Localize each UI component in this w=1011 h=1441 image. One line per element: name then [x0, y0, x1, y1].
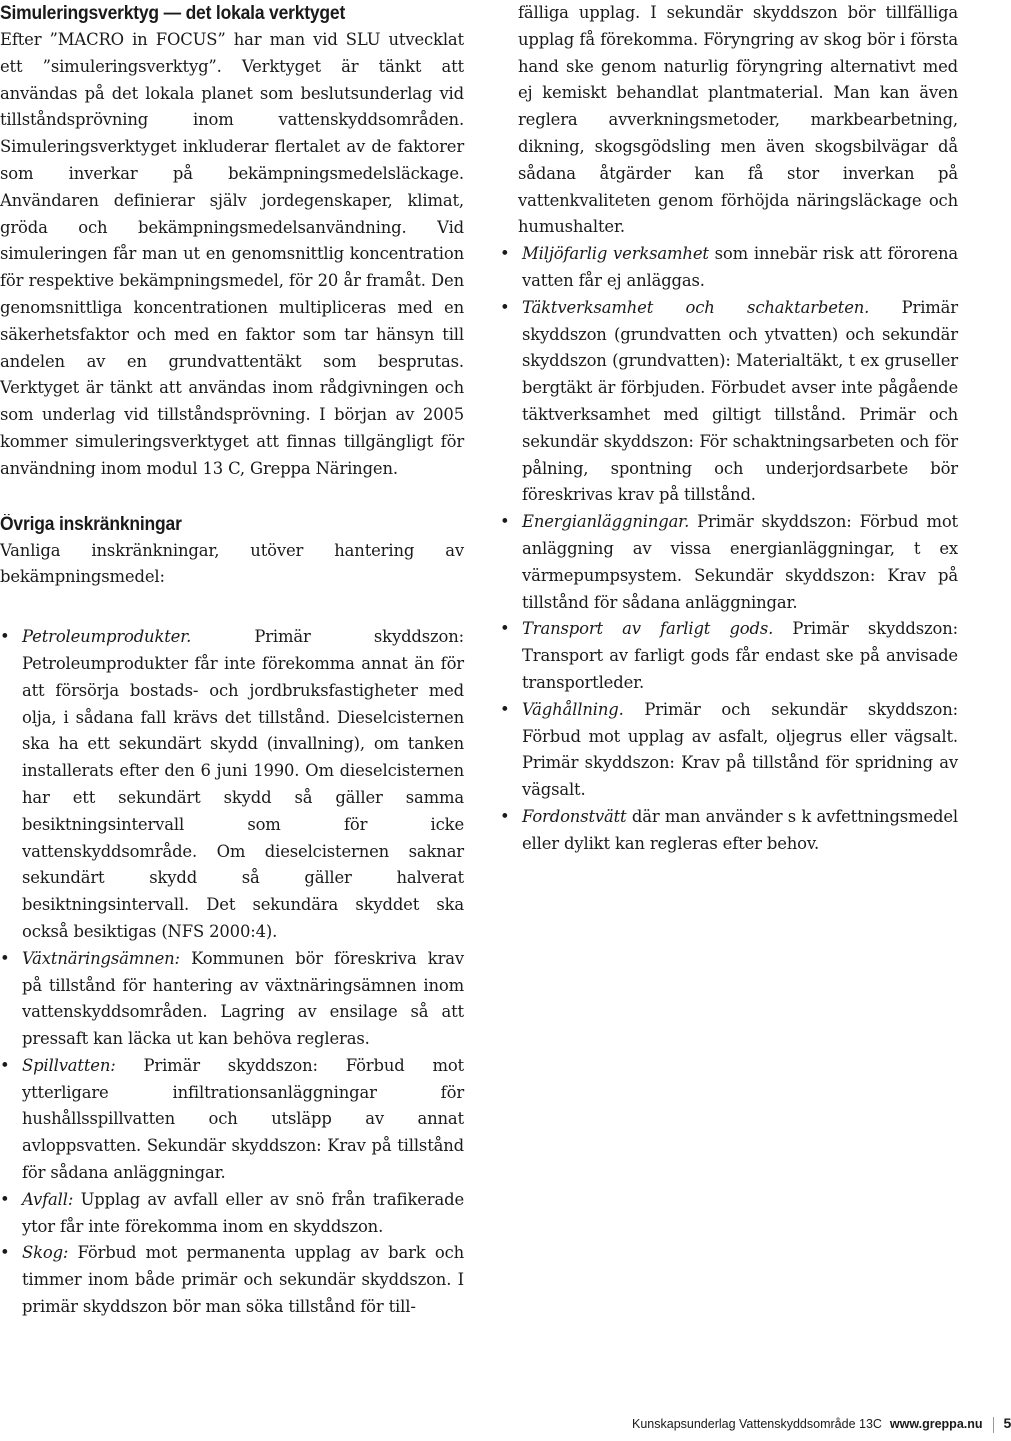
paragraph-simuleringsverktyg: Efter ”MACRO in FOCUS” har man vid SLU utvecklat ett ”simuleringsverktyg”. Verktyget är tänkt att användas på det lokala planet som beslutsunderlag vid tillståndsprövning inom vattenskyddsområden. Simuleringsverktyget inkluderar flertalet av de faktorer som inverkar på bekämpningsmedelsläckage. Användaren definierar själv jordegenskaper, klimat, gröda och bekämpningsmedelsanvändning. Vid simuleringen får man ut en genomsnittlig koncentration för respektive bekämpningsmedel, för 20 år framåt. Den genomsnittliga koncentrationen multipliceras med en säkerhetsfaktor och med en faktor som tar hänsyn till andelen av en grundvattentäkt som besprutas. Verktyget är tänkt att användas inom rådgivningen och som underlag vid tillståndsprövning. I början av 2005 kommer simuleringsverktyget att finnas tillgängligt för användning inom modul 13 C, Greppa Näringen.	[0, 30, 464, 478]
list-item-text: Kommunen bör föreskriva krav på tillstånd för hantering av växtnäringsämnen inom vattenskyddsområden. Lagring av ensilage så att pressaft kan läcka ut kan behöva regleras.	[22, 948, 464, 1049]
bullet-icon: •	[500, 619, 510, 639]
list-item	[500, 616, 958, 696]
list-item-text: Förbud mot permanenta upplag av bark och timmer inom både primär och sekundär skyddszon. I primär skyddszon bör man söka tillstånd för till-	[22, 1243, 464, 1317]
bullet-icon: •	[500, 512, 510, 532]
list-item	[500, 241, 958, 295]
paragraph-intro: Vanliga inskränkningar, utöver hantering av bekämpningsmedel:	[0, 540, 464, 587]
list-item-term: Transport av farligt gods.	[522, 619, 774, 639]
list-item-text: som innebär risk att förorena vatten får ej anläggas.	[522, 244, 958, 290]
section-heading-ovriga: Övriga inskränkningar	[0, 513, 182, 535]
bullet-icon: •	[0, 1189, 10, 1209]
bullet-icon: •	[500, 297, 510, 317]
left-column	[0, 0, 464, 1321]
restriction-list-right	[500, 241, 958, 857]
list-item-term: Fordonstvätt	[522, 806, 627, 826]
page-number: 5	[1003, 1415, 1011, 1431]
bullet-icon: •	[500, 699, 510, 719]
list-item-text: Primär och sekundär skyddszon: Förbud mot upplag av asfalt, oljegrus eller vägsalt. Primär skyddszon: Krav på tillstånd för spridning av vägsalt.	[522, 699, 958, 800]
list-item	[0, 1187, 464, 1241]
list-item-text: Primär skyddszon (grundvatten och ytvatten) och sekundär skyddszon (grundvatten): Materialtäkt, t ex gruseller bergtäkt är förbjuden. Förbudet avser inte pågående täktverksamhet med giltigt tillstånd. Primär och sekundär skyddszon: För schaktningsarbeten och för pålning, spontning och underjordsarbete bör föreskrivas krav på tillstånd.	[522, 297, 958, 505]
list-item	[500, 509, 958, 616]
list-item-text: Upplag av avfall eller av snö från trafikerade ytor får inte förekomma inom en skyddszon.	[22, 1189, 464, 1236]
list-item	[0, 946, 464, 1053]
restriction-list-left	[0, 624, 464, 1321]
list-item	[0, 624, 464, 946]
footer-site-link[interactable]: www.greppa.nu	[889, 1417, 983, 1431]
right-column	[500, 0, 958, 858]
list-item	[500, 697, 958, 804]
list-item-term: Täktverksamhet och schaktarbeten.	[522, 297, 870, 317]
bullet-icon: •	[0, 948, 10, 968]
paragraph-continuation: fälliga upplag. I sekundär skyddszon bör tillfälliga upplag få förekomma. Föryngring av skog bör i första hand ske genom naturlig föryngring alternativt med ej kemiskt behandlat plantmaterial. Man kan även reglera avverkningsmetoder, markbearbetning, dikning, skogsgödsling men även skogsbilvägar då sådana åtgärder kan få stor inverkan på vattenkvaliteten genom förhöjda näringsläckage och humushalter.	[518, 3, 958, 237]
list-item-text: Primär skyddszon: Förbud mot ytterligare infiltrationsanläggningar för hushållsspillvatten och utsläpp av annat avloppsvatten. Sekundär skyddszon: Krav på tillstånd för sådana anläggningar.	[22, 1055, 464, 1183]
page-footer	[632, 1414, 1011, 1433]
bullet-icon: •	[500, 806, 510, 826]
list-item-text: Primär skyddszon: Transport av farligt gods får endast ske på anvisade transportleder.	[522, 619, 958, 692]
list-item-text: Primär skyddszon: Förbud mot anläggning av vissa energianläggningar, t ex värmepumpsystem. Sekundär skyddszon: Krav på tillstånd för sådana anläggningar.	[522, 512, 958, 612]
bullet-icon: •	[0, 627, 10, 647]
footer-divider	[993, 1417, 994, 1433]
bullet-icon: •	[500, 244, 510, 264]
list-item-term: Växtnäringsämnen:	[22, 948, 180, 968]
list-item-term: Spillvatten:	[22, 1055, 116, 1075]
list-item	[0, 1240, 464, 1320]
list-item-term: Avfall:	[22, 1189, 74, 1209]
list-item	[500, 295, 958, 509]
bullet-icon: •	[0, 1243, 10, 1263]
list-item-term: Energianläggningar.	[522, 512, 690, 532]
list-item-text: där man använder s k avfettningsmedel eller dylikt kan regleras efter behov.	[522, 806, 958, 853]
list-item	[500, 804, 958, 858]
list-item-term: Petroleumprodukter.	[22, 627, 192, 647]
list-item-term: Miljöfarlig verksamhet	[522, 244, 709, 264]
list-item-term: Skog:	[22, 1243, 69, 1263]
list-item-text: Primär skyddszon: Petroleumprodukter får inte förekomma annat än för att försörja bostads- och jordbruksfastigheter med olja, i sådana fall krävs det tillstånd. Dieselcisternen ska ha ett sekundärt skydd (invallning), om tanken installerats efter den 6 juni 1990. Om dieselcisternen har ett sekundärt skydd så gäller samma besiktningsintervall som för icke vattenskyddsområde. Om dieselcisternen saknar sekundärt skydd så gäller halverat besiktningsintervall. Det sekundära skyddet ska också besiktigas (NFS 2000:4).	[22, 627, 464, 941]
footer-title: Kunskapsunderlag Vattenskyddsområde 13C	[632, 1417, 882, 1431]
list-item-term: Väghållning.	[522, 699, 624, 719]
list-item	[0, 1053, 464, 1187]
bullet-icon: •	[0, 1055, 10, 1075]
section-heading-simuleringsverktyg: Simuleringsverktyg — det lokala verktyget	[0, 3, 346, 24]
